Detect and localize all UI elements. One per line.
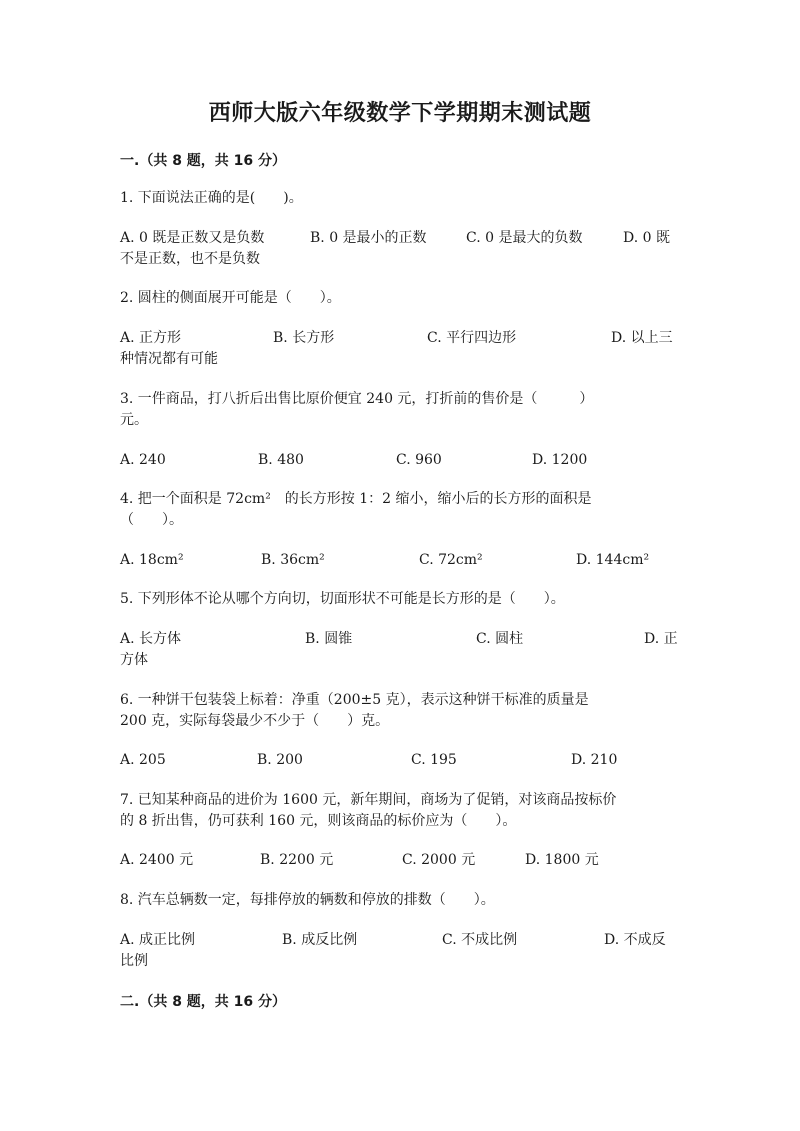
option-b[interactable]: B. 2200 元 [260, 852, 334, 868]
question-1-options [120, 228, 680, 270]
option-a[interactable]: A. 0 既是正数又是负数 [120, 230, 265, 246]
option-d[interactable]: D. 以上三 [611, 330, 673, 346]
question-line: （ ）。 [120, 512, 183, 528]
option-b[interactable]: B. 480 [258, 452, 304, 468]
option-d-wrap: 方体 [120, 652, 148, 668]
question-line: 6. 一种饼干包装袋上标着：净重（200±5 克），表示这种饼干标准的质量是 [120, 692, 589, 708]
option-d[interactable]: D. 210 [571, 752, 618, 768]
section-heading-2: 二.（共 8 题，共 16 分） [120, 994, 287, 1010]
option-c[interactable]: C. 0 是最大的负数 [466, 230, 583, 246]
option-c[interactable]: C. 不成比例 [442, 932, 518, 948]
question-6 [120, 690, 680, 732]
section-heading-1: 一.（共 8 题，共 16 分） [120, 153, 287, 169]
page-title: 西师大版六年级数学下学期期末测试题 [208, 101, 592, 126]
option-c[interactable]: C. 72cm² [419, 552, 483, 568]
option-b[interactable]: B. 圆锥 [305, 631, 353, 647]
option-a[interactable]: A. 240 [120, 452, 166, 468]
option-c[interactable]: C. 2000 元 [402, 852, 476, 868]
question-line: 的 8 折出售，仍可获利 160 元，则该商品的标价应为（ ）。 [120, 813, 517, 829]
question-5 [120, 589, 680, 610]
option-a[interactable]: A. 成正比例 [120, 932, 196, 948]
question-8-options [120, 930, 680, 972]
option-c[interactable]: C. 960 [396, 452, 442, 468]
option-d[interactable]: D. 1800 元 [525, 852, 599, 868]
option-d[interactable]: D. 0 既 [623, 230, 670, 246]
question-2-options [120, 328, 680, 370]
option-d[interactable]: D. 1200 [532, 452, 588, 468]
option-b[interactable]: B. 36cm² [261, 552, 325, 568]
question-line: 4. 把一个面积是 72cm² 的长方形按 1：2 缩小，缩小后的长方形的面积是 [120, 491, 592, 507]
question-6-options [120, 750, 680, 771]
option-d[interactable]: D. 144cm² [576, 552, 650, 568]
option-a[interactable]: A. 205 [120, 752, 166, 768]
option-d[interactable]: D. 不成反 [604, 932, 666, 948]
question-4-options [120, 550, 680, 571]
option-c[interactable]: C. 平行四边形 [427, 330, 517, 346]
question-line: 5. 下列形体不论从哪个方向切，切面形状不可能是长方形的是（ ）。 [120, 591, 565, 607]
option-b[interactable]: B. 长方形 [273, 330, 335, 346]
option-a[interactable]: A. 长方体 [120, 631, 182, 647]
option-c[interactable]: C. 圆柱 [476, 631, 524, 647]
question-line: 7. 已知某种商品的进价为 1600 元，新年期间，商场为了促销，对该商品按标价 [120, 792, 617, 808]
question-line: 1. 下面说法正确的是( )。 [120, 190, 303, 206]
question-7 [120, 790, 680, 832]
question-line: 元。 [120, 412, 148, 428]
option-a[interactable]: A. 2400 元 [120, 852, 194, 868]
question-5-options [120, 629, 680, 671]
option-b[interactable]: B. 成反比例 [282, 932, 358, 948]
option-d[interactable]: D. 正 [644, 631, 678, 647]
option-a[interactable]: A. 18cm² [120, 552, 184, 568]
question-line: 2. 圆柱的侧面展开可能是（ ）。 [120, 290, 341, 306]
option-d-wrap: 不是正数，也不是负数 [120, 251, 260, 267]
option-b[interactable]: B. 200 [257, 752, 303, 768]
option-a[interactable]: A. 正方形 [120, 330, 182, 346]
question-line: 200 克，实际每袋最少不少于（ ）克。 [120, 713, 390, 729]
option-c[interactable]: C. 195 [411, 752, 457, 768]
question-3-options [120, 450, 680, 471]
question-line: 3. 一件商品，打八折后出售比原价便宜 240 元，打折前的售价是（ ） [120, 391, 594, 407]
question-4 [120, 489, 680, 531]
option-d-wrap: 种情况都有可能 [120, 351, 218, 367]
option-d-wrap: 比例 [120, 953, 148, 969]
question-1 [120, 188, 680, 209]
question-line: 8. 汽车总辆数一定，每排停放的辆数和停放的排数（ ）。 [120, 892, 495, 908]
question-8 [120, 890, 680, 911]
question-3 [120, 389, 680, 431]
question-2 [120, 288, 680, 309]
question-7-options [120, 850, 680, 871]
option-b[interactable]: B. 0 是最小的正数 [310, 230, 427, 246]
